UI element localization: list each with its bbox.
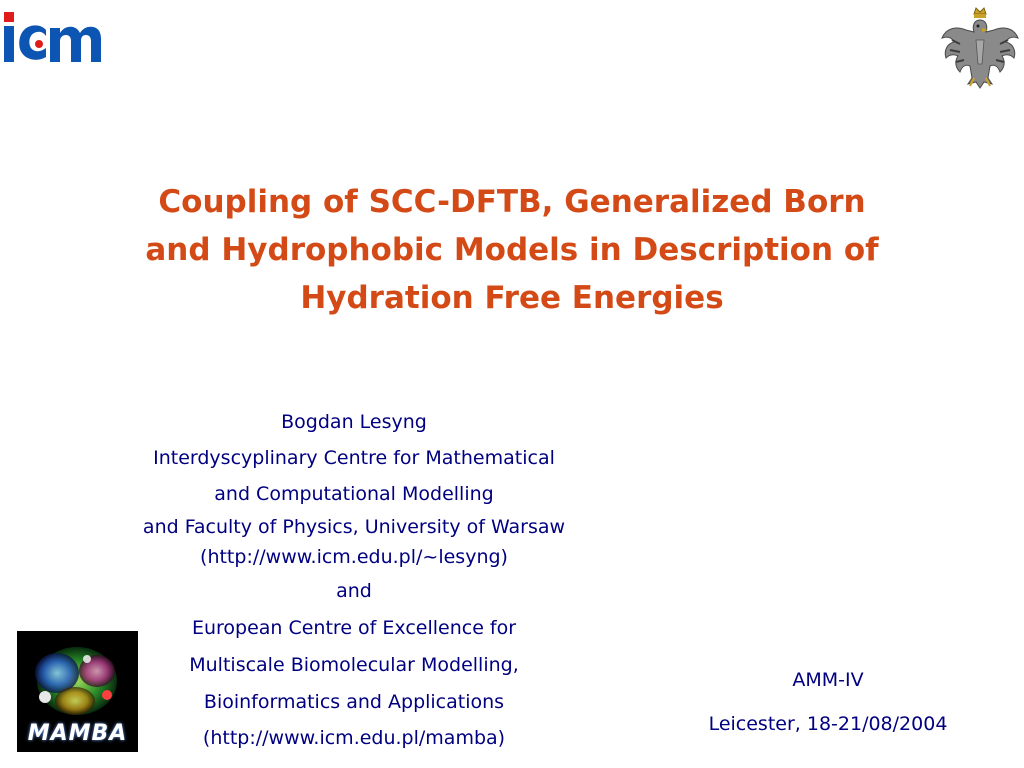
title-line-3: Hydration Free Energies [300,280,724,316]
presentation-title [60,178,964,322]
affiliation-line-5: Multiscale Biomolecular Modelling, [189,654,519,676]
eagle-icon [938,4,1022,90]
mamba-logo [17,631,138,752]
icm-logo [2,10,102,64]
conference-name: AMM-IV [792,669,864,691]
affiliation-and: and [336,580,372,602]
author-name: Bogdan Lesyng [281,411,427,433]
university-emblem [938,4,1022,90]
affiliation-line-6: Bioinformatics and Applications [203,691,505,713]
affiliation-line-3: and Faculty of Physics, University of Warsaw [142,516,566,538]
affiliation-line-4: European Centre of Excellence for [191,617,517,639]
icm-logo-icon [2,10,102,64]
author-affiliation-block [70,404,638,756]
conference-info [664,658,992,746]
title-line-2: and Hydrophobic Models in Description of [145,232,879,268]
affiliation-line-1: Interdyscyplinary Centre for Mathematical [153,447,555,469]
affiliation-line-2: and Computational Modelling [214,483,494,505]
author-url: (http://www.icm.edu.pl/~lesyng) [200,546,508,568]
conference-place-date: Leicester, 18-21/08/2004 [708,713,948,735]
title-line-1: Coupling of SCC-DFTB, Generalized Born [158,184,866,220]
mamba-label: MAMBA [27,721,128,746]
mamba-url: (http://www.icm.edu.pl/mamba) [202,727,506,749]
